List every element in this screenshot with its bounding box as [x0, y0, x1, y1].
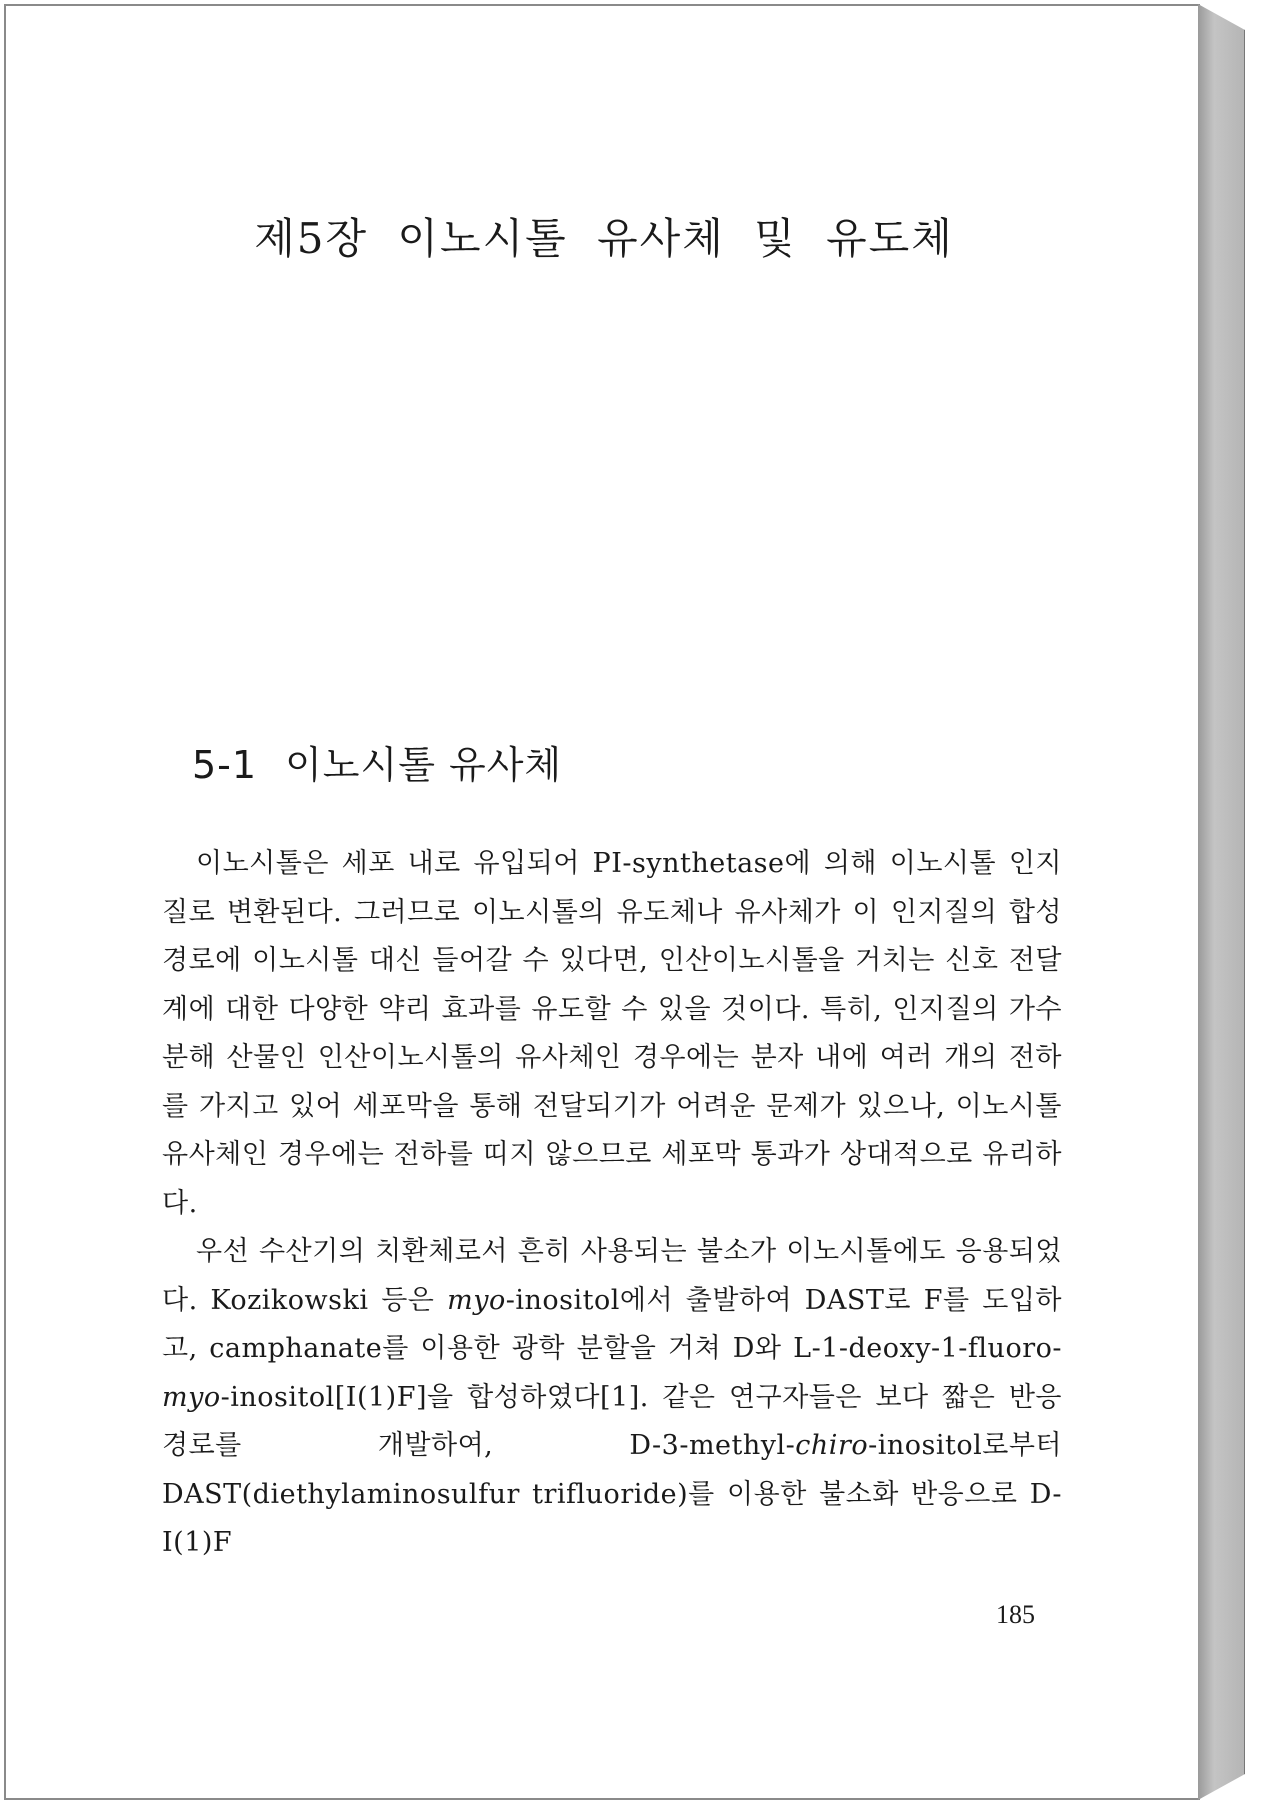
section-heading	[192, 734, 562, 789]
paragraph-2-part-4: -inositol로부터 DAST(diethylaminosulfur trifluoride)를 이용한 불소화 반응으로 D-I(1)F	[162, 1430, 1062, 1558]
section-title-text: 이노시톨 유사체	[285, 743, 563, 787]
paragraph-2-part-2: -inositol에서 출발하여 DAST로 F를 도입하고, camphanate를 이용한 광학 분할을 거쳐 D와 L-1-deoxy-1-fluoro-	[162, 1284, 1062, 1364]
paragraph-2-part-3: -inositol[I(1)F]을 합성하였다[1]. 같은 연구자들은 보다 짧은 반응 경로를 개발하여, D-3-methyl-	[162, 1381, 1062, 1461]
body-text	[162, 840, 1062, 1568]
paragraph-1: 이노시톨은 세포 내로 유입되어 PI-synthetase에 의해 이노시톨 인지질로 변환된다. 그러므로 이노시톨의 유도체나 유사체가 이 인지질의 합성 경로에 이노시톨 대신 들어갈 수 있다면, 인산이노시톨을 거치는 신호 전달계에 대한 다양한 약리 효과를 유도할 수 있을 것이다. 특히, 인지질의 가수 분해 산물인 인산이노시톨의 유사체인 경우에는 분자 내에 여러 개의 전하를 가지고 있어 세포막을 통해 전달되기가 어려운 문제가 있으나, 이노시톨 유사체인 경우에는 전하를 띠지 않으므로 세포막 통과가 상대적으로 유리하다.	[162, 848, 1062, 1219]
paragraph-2-part-1: 우선 수산기의 치환체로서 흔히 사용되는 불소가 이노시톨에도 응용되었다. Kozikowski 등은	[162, 1236, 1062, 1316]
italic-chiro: chiro	[795, 1430, 869, 1461]
page-number: 185	[996, 1600, 1035, 1629]
italic-myo-1: myo	[447, 1284, 506, 1316]
section-number: 5-1	[192, 743, 258, 787]
chapter-title: 제5장 이노시톨 유사체 및 유도체	[254, 214, 954, 263]
page	[4, 4, 1200, 1800]
italic-myo-2: myo	[162, 1381, 221, 1413]
page-edge-shading	[1198, 4, 1245, 1800]
paragraph-2	[162, 1228, 1062, 1568]
